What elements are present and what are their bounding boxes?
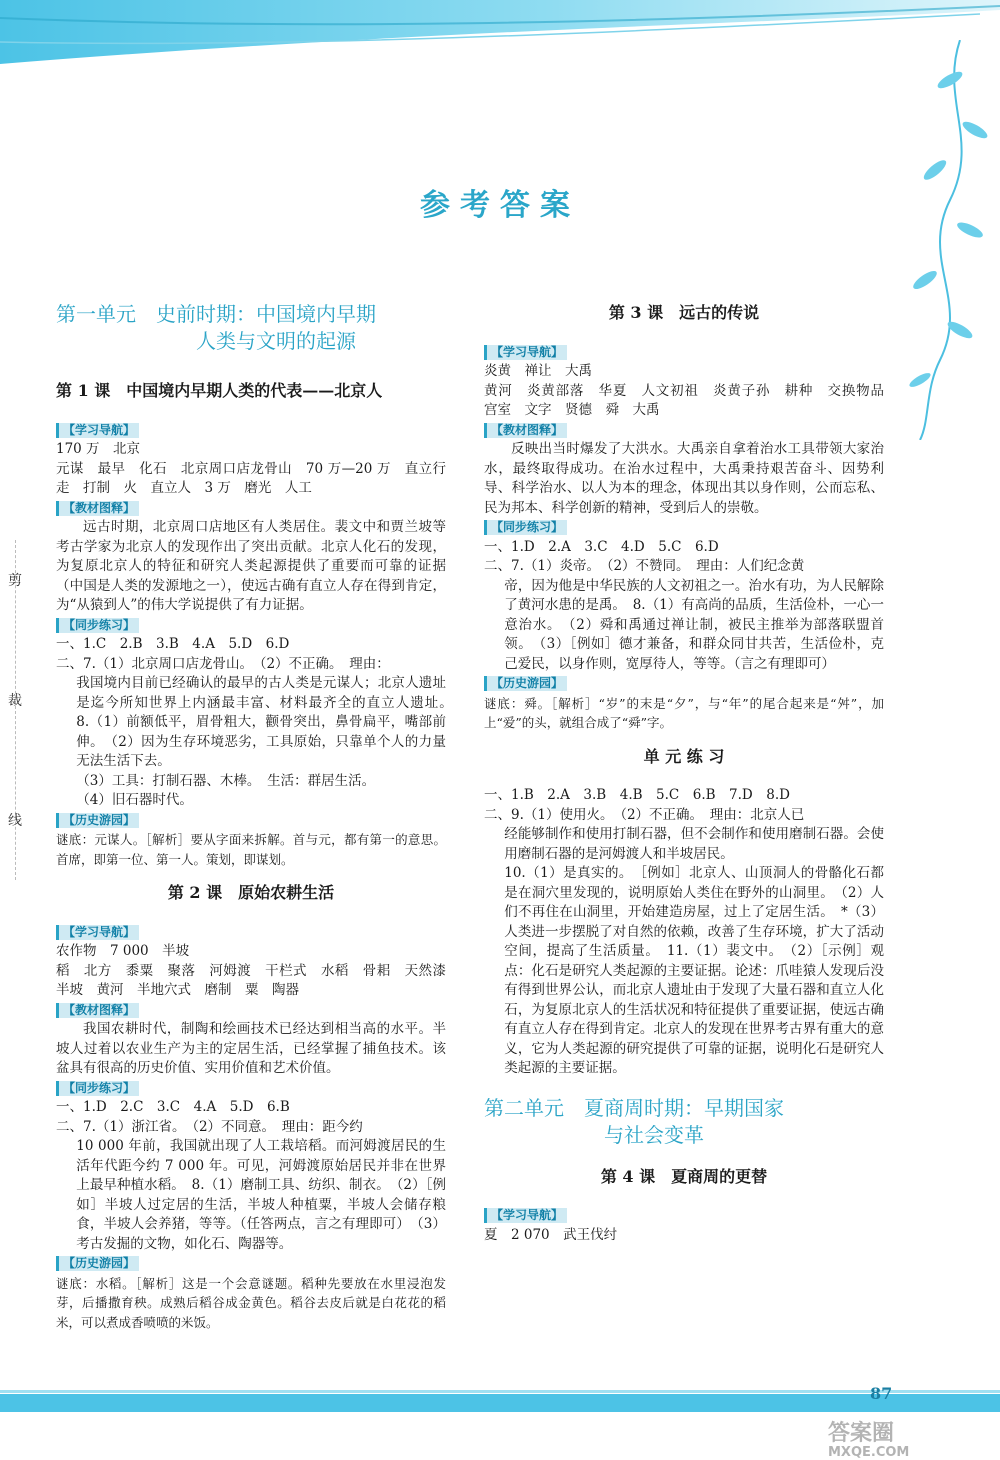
- lesson3-ex-2: 二、7.（1）炎帝。 （2）不赞同。 理由：人们纪念黄: [484, 558, 805, 574]
- lesson3-history: 谜底：舜。［解析］“岁”的末是“夕”，与“年”的尾合起来是“舛”，加上“爱”的头，就组合成了“舜”字。: [484, 695, 884, 730]
- lesson4-title: 第 4 课 夏商周的更替: [600, 1166, 768, 1186]
- lesson2-title: 第 2 课 原始农耕生活: [167, 883, 335, 902]
- unit1-title-line1: 第一单元 史前时期：中国境内早期: [56, 302, 376, 326]
- svg-text:MXQE.COM: MXQE.COM: [828, 1445, 910, 1458]
- unit2-title-line2: 与社会变革: [604, 1122, 704, 1147]
- practice-tag: 【同步练习】: [56, 618, 139, 633]
- unit1-title: [56, 301, 446, 355]
- right-column: [484, 295, 898, 1245]
- lesson3-textbook: 反映出当时爆发了大洪水。大禹亲自拿着治水工具带领大家治水，最终取得成功。在治水过程中，大禹秉持艰苦奋斗、因势利导、科学治水、以人为本的理念，体现出其以身作则，公而忘私、民为邦本、科学创新的精神，受到后人的崇敬。: [484, 441, 884, 516]
- history-tag: 【历史游园】: [484, 676, 567, 691]
- lesson1-history: 谜底：元谋人。［解析］要从字面来拆解。首与元，都有第一的意思。首席，即第一位、第一人。策划，即谋划。: [56, 832, 446, 867]
- unit1-title-line2: 人类与文明的起源: [196, 329, 356, 353]
- lesson2-ex-2: 二、7.（1）浙江省。 （2）不同意。 理由：距今约: [56, 1118, 363, 1135]
- history-tag: 【历史游园】: [56, 813, 139, 828]
- left-column: [56, 295, 460, 1332]
- lesson3-title: 第 3 课 远古的传说: [608, 303, 760, 322]
- lesson3-nav-1: 炎黄 禅让 大禹: [484, 363, 592, 379]
- lesson1-ex-3: 我国境内目前已经确认的最早的古人类是元谋人；北京人遗址是迄今所知世界上内涵最丰富、材料最齐全的直立人遗址。 8.（1）前额低平，眉骨粗大，颧骨突出，鼻骨扁平，嘴部前伸。 （2）因为生存环境恶劣，工具原始，只靠单个人的力量无法生活下去。: [76, 675, 460, 769]
- cut-label-3: 线: [8, 813, 22, 829]
- unit-ex-2: 二、9.（1）使用火。 （2）不正确。 理由：北京人已: [484, 806, 805, 823]
- watermark-logo: [818, 1418, 998, 1458]
- page-title: 参考答案: [420, 188, 580, 223]
- lesson2-ex-1: 一、1.D 2.C 3.C 4.A 5.D 6.B: [56, 1099, 290, 1115]
- textbook-tag: 【教材图释】: [56, 1003, 139, 1018]
- practice-tag: 【同步练习】: [484, 520, 567, 535]
- unit-ex-4: 10.（1）是真实的。 ［例如］北京人、山顶洞人的骨骼化石都是在洞穴里发现的，说明原始人类住在野外的山洞里。 （2）人们不再住在山洞里，开始建造房屋，过上了定居生活。 *（3）人类进一步摆脱了对自然的依赖，改善了生存环境，扩大了活动空间，提高了生活质量。 11.（1）裴文中。 （2）［示例］观点：化石是研究人类起源的主要证据。论述：爪哇猿人发现后没有得到世界公认，而北京人遗址由于发现了大量石器和直立人化石，为复原北京人的生活状况和特征提供了重要证据，使远古确有直立人存在得到肯定。北京人的发现在世界考古界有重大的意义，它为人类起源的研究提供了可靠的证据，说明化石是研究人类起源的主要证据。: [504, 865, 884, 1076]
- svg-text:答案圈: 答案圈: [828, 1421, 895, 1446]
- lesson2-nav-1: 农作物 7 000 半坡: [56, 943, 190, 959]
- unit-exercise-title: 单 元 练 习: [643, 746, 725, 766]
- lesson1-ex-4: （3）工具：打制石器、木棒。 生活：群居生活。: [76, 772, 376, 789]
- lesson1-ex-1: 一、1.C 2.B 3.B 4.A 5.D 6.D: [56, 636, 290, 652]
- top-decor-band: [0, 0, 1000, 78]
- lesson3-ex-3: 帝，因为他是中华民族的人文初祖之一。治水有功，为人民解除了黄河水患的是禹。 8.（1）有高尚的品质，生活俭朴，一心一意治水。 （2）舜和禹通过禅让制，被民主推举为部落联盟首领。 （3）［例如］德才兼备，和群众同甘共苦，生活俭朴，克己爱民，以身作则，宽厚待人，等等。（言之有理即可）: [504, 577, 884, 672]
- unit-ex-1: 一、1.B 2.A 3.B 4.B 5.C 6.B 7.D 8.D: [484, 787, 790, 803]
- lesson1-nav-2: 元谋 最早 化石 北京周口店龙骨山 70 万—20 万 直立行走 打制 火 直立人 3 万 磨光 人工: [56, 460, 446, 496]
- lesson3-ex-1: 一、1.D 2.A 3.C 4.D 5.C 6.D: [484, 538, 719, 555]
- lesson1-ex-2: 二、7.（1）北京周口店龙骨山。 （2）不正确。 理由：: [56, 655, 390, 672]
- cut-label-2: 裁: [8, 693, 22, 709]
- textbook-tag: 【教材图释】: [56, 501, 139, 516]
- history-tag: 【历史游园】: [56, 1256, 139, 1271]
- textbook-tag: 【教材图释】: [484, 423, 567, 438]
- lesson4-nav: 夏 2 070 武王伐纣: [484, 1226, 618, 1243]
- lesson2-history: 谜底：水稻。［解析］这是一个会意谜题。稻种先要放在水里浸泡发芽，后播撒育秧。成熟后稻谷成金黄色。稻谷去皮后就是白花花的稻米，可以煮成香喷喷的米饭。: [56, 1275, 446, 1330]
- study-nav-tag: 【学习导航】: [56, 925, 139, 940]
- practice-tag: 【同步练习】: [56, 1081, 139, 1096]
- unit2-title-line1: 第二单元 夏商周时期：早期国家: [484, 1095, 784, 1120]
- lesson2-textbook: 我国农耕时代，制陶和绘画技术已经达到相当高的水平。半坡人过着以农业生产为主的定居生活，已经掌握了捕鱼技术。该盆具有很高的历史价值、实用价值和艺术价值。: [56, 1021, 446, 1076]
- lesson2-ex-3: 10 000 年前，我国就出现了人工栽培稻。而河姆渡居民的生活年代距今约 7 000 年。可见，河姆渡原始居民并非在世界上最早种植水稻。 8.（1）磨制工具、纺织、制衣。 （2）［例如］半坡人过定居的生活，半坡人种植粟，半坡人会储存粮食，半坡人会养猪，等等。（任答两点，言之有理即可） （3）考古发掘的文物，如化石、陶器等。: [76, 1138, 446, 1252]
- bottom-decor-band: [0, 1388, 1000, 1418]
- study-nav-tag: 【学习导航】: [56, 423, 139, 438]
- unit-ex-3: 经能够制作和使用打制石器，但不会制作和使用磨制石器。会使用磨制石器的是河姆渡人和半坡居民。: [504, 826, 884, 862]
- cut-label-1: 剪: [8, 573, 22, 589]
- lesson3-nav-2: 黄河 炎黄部落 华夏 人文初祖 炎黄子孙 耕种 交换物品 宫室 文字 贤德 舜 大禹: [484, 382, 898, 418]
- lesson1-textbook: 远古时期，北京周口店地区有人类居住。裴文中和贾兰坡等考古学家为北京人的发现作出了突出贡献。北京人化石的发现，为复原北京人的特征和研究人类起源提供了重要而可靠的证据（中国是人类的发源地之一），使远古确有直立人存在得到肯定，为“从猿到人”的伟大学说提供了有力证据。: [56, 519, 446, 613]
- study-nav-tag: 【学习导航】: [484, 1208, 567, 1223]
- lesson2-nav-2: 稻 北方 黍粟 聚落 河姆渡 干栏式 水稻 骨耜 天然漆 半坡 黄河 半地穴式 磨制 粟 陶器: [56, 962, 460, 998]
- lesson1-title: 第 1 课 中国境内早期人类的代表——北京人: [56, 381, 383, 400]
- lesson1-nav-1: 170 万 北京: [56, 441, 141, 457]
- vine-decoration: [880, 40, 1000, 440]
- lesson1-ex-5: （4）旧石器时代。: [76, 792, 193, 808]
- page-number: 87: [870, 1384, 893, 1403]
- unit2-title: [484, 1095, 884, 1149]
- study-nav-tag: 【学习导航】: [484, 345, 567, 360]
